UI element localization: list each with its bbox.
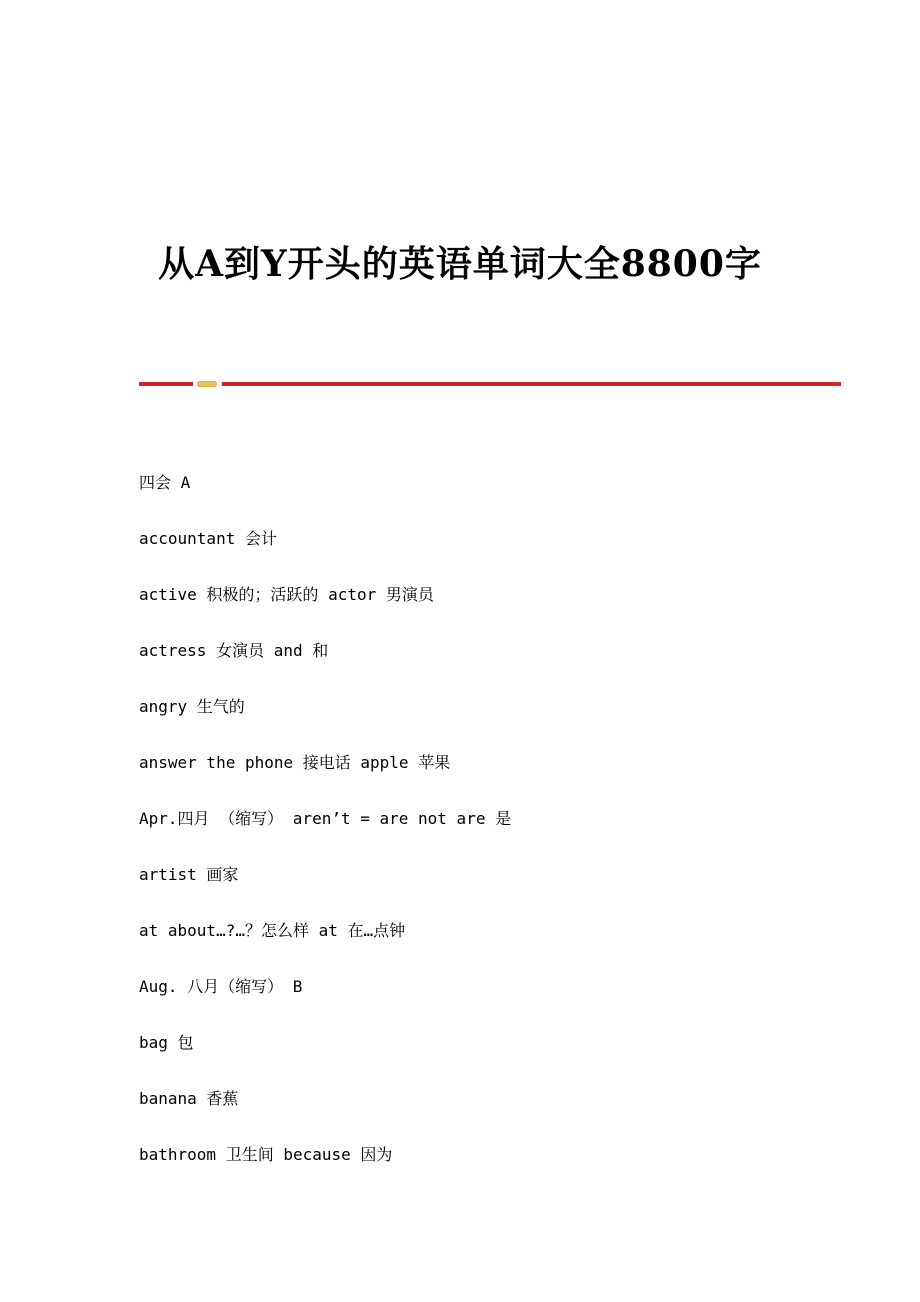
vocabulary-entry: artist 画家 — [139, 865, 239, 884]
divider-bar-right — [222, 382, 841, 386]
vocabulary-entry: Aug. 八月（缩写） B — [139, 977, 303, 996]
vocabulary-entry: banana 香蕉 — [139, 1089, 239, 1108]
divider-bar-left — [139, 382, 193, 386]
vocabulary-entry: active 积极的；活跃的 actor 男演员 — [139, 585, 434, 604]
vocabulary-entry: angry 生气的 — [139, 697, 245, 716]
vocabulary-entry: at about…?…？怎么样 at 在…点钟 — [139, 921, 406, 940]
vocabulary-list — [139, 469, 839, 1197]
vocabulary-entry: bag 包 — [139, 1033, 194, 1052]
vocabulary-entry: bathroom 卫生间 because 因为 — [139, 1145, 393, 1164]
page-title: 从A到Y开头的英语单词大全8800字 — [158, 243, 762, 286]
vocabulary-entry: accountant 会计 — [139, 529, 277, 548]
vocabulary-entry: actress 女演员 and 和 — [139, 641, 329, 660]
vocabulary-entry: Apr.四月 （缩写） aren’t = are not are 是 — [139, 809, 512, 828]
title-divider — [139, 381, 841, 387]
divider-ornament-icon — [197, 381, 217, 387]
vocabulary-entry: answer the phone 接电话 apple 苹果 — [139, 753, 451, 772]
vocabulary-entry: 四会 A — [139, 473, 191, 492]
